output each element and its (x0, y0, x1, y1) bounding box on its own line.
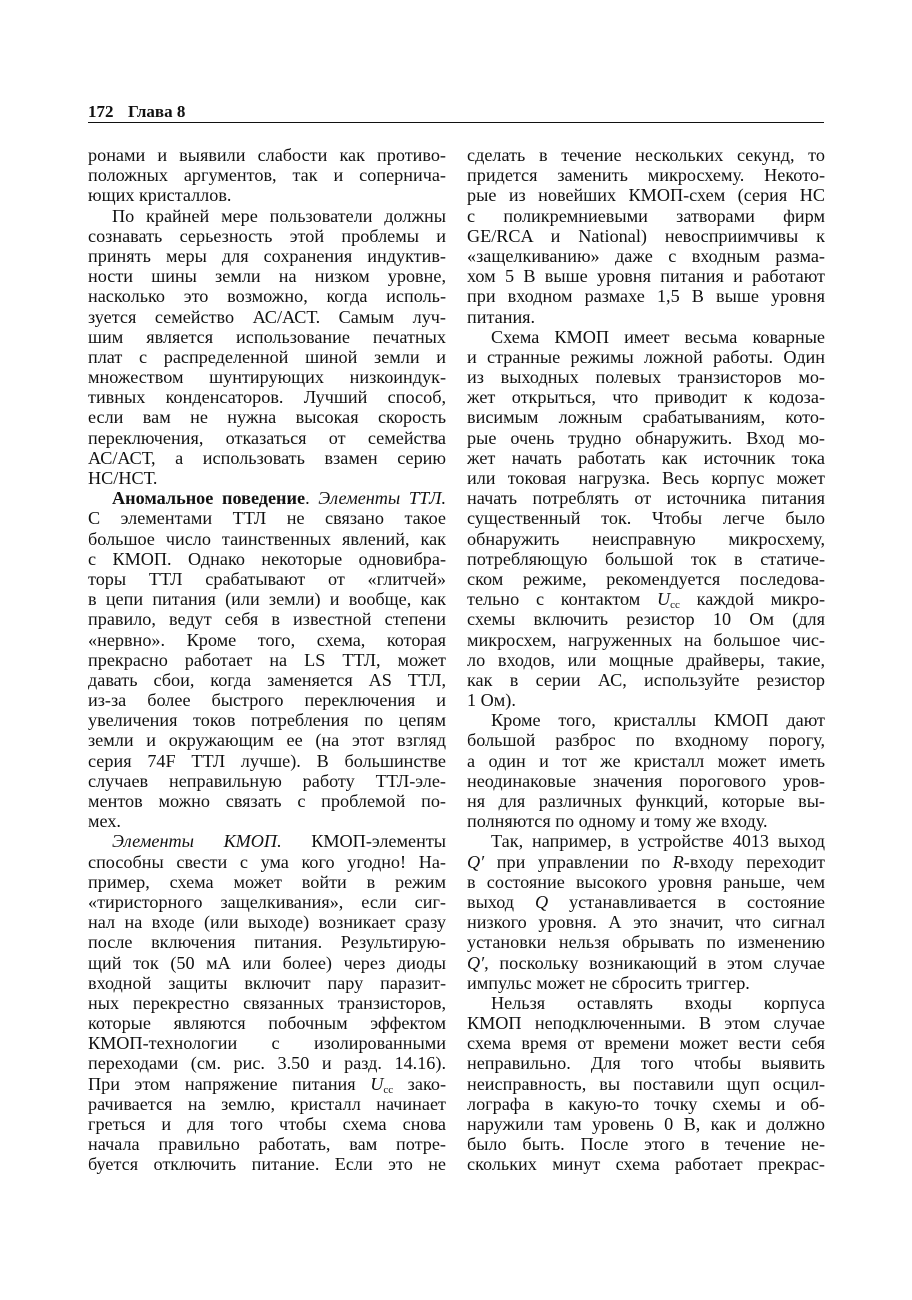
text-line: «защелкиванию» даже с входным разма- (467, 245, 825, 266)
text-run: КМОП-элементы (281, 831, 446, 852)
text-line: после включения питания. Результирую- (88, 932, 446, 953)
text-line: скольких минут схема работает прекрас- (467, 1154, 825, 1175)
text-line (467, 892, 825, 912)
text-line (467, 953, 825, 973)
text-line: питания. (467, 306, 536, 327)
text-line: которые являются побочным эффектом (88, 1013, 446, 1034)
text-line: с КМОП. Однако некоторые одновибра- (88, 548, 446, 569)
text-line: «нервно». Кроме того, схема, которая (88, 629, 446, 650)
paragraph (467, 145, 825, 327)
text-line: и странные режимы ложной работы. Один (467, 346, 825, 367)
text-run: устанавливается в состояние (548, 891, 825, 912)
text-line: большое число таинственных явлений, как (88, 528, 446, 549)
text-line: зуется семейство АС/АСТ. Самым луч- (88, 306, 446, 327)
text-line: схемы включить резистор 10 Ом (для (467, 609, 825, 630)
text-line: 1 Ом). (467, 690, 516, 711)
paragraph (467, 710, 825, 831)
italic-text: Q (534, 891, 549, 912)
text-line: давать сбои, когда заменяется AS ТТЛ, (88, 669, 446, 690)
text-line: земли и окружающим ее (на этот взгляд (88, 730, 446, 751)
text-line: из-за более быстрого переключения и (88, 690, 446, 711)
text-line: увеличения токов потребления по цепям (88, 710, 446, 731)
text-line: КМОП неподключенными. В этом случае (467, 1013, 825, 1034)
text-line: рые очень трудно обнаружить. Вход мо- (467, 427, 825, 448)
italic-text: Элементы ТТЛ. (318, 488, 446, 509)
text-line: в состояние высокого уровня раньше, чем (467, 871, 825, 892)
text-line: а один и тот же кристалл может иметь (467, 750, 825, 771)
text-column-right (467, 145, 825, 1175)
text-line: способны свести с ума кого угодно! На- (88, 851, 446, 872)
text-line: неправильно. Для того чтобы выявить (467, 1053, 825, 1074)
text-line: пример, схема может войти в режим (88, 871, 446, 892)
text-line: ло входов, или мощные драйверы, такие, (467, 649, 825, 670)
text-line: с поликремниевыми затворами фирм (467, 205, 825, 226)
text-line: существенный ток. Чтобы легче было (467, 508, 825, 529)
italic-text: U (370, 1073, 384, 1094)
text-run: . (305, 488, 319, 509)
text-line: наружили там уровень 0 В, как и должно (467, 1114, 825, 1134)
text-line: если вам не нужна высокая скорость (88, 407, 446, 428)
text-line: прекрасно работает на LS ТТЛ, может (88, 649, 446, 670)
text-line: плат с распределенной шиной земли и (88, 346, 446, 367)
text-line: обнаружить неисправную микросхему, (467, 528, 825, 549)
bold-run-in-heading: Аномальное поведение (112, 488, 306, 509)
text-line: По крайней мере пользователи должны (112, 205, 446, 226)
subscript: cc (383, 1083, 394, 1096)
text-line (88, 831, 446, 851)
text-line: начать потреблять от источника питания (467, 488, 825, 509)
text-line: правило, ведут себя в известной степени (88, 609, 446, 630)
text-line: хом 5 В выше уровня питания и работают (467, 266, 825, 287)
chapter-title: Глава 8 (128, 102, 186, 121)
text-run: При этом напряжение питания (88, 1073, 371, 1094)
italic-text: Элементы КМОП. (112, 831, 282, 852)
text-line: рые из новейших КМОП-схем (серия НС (467, 185, 825, 206)
text-line: АС/АСТ, а использовать взамен серию (88, 447, 446, 468)
text-line: Так, например, в устройстве 4013 выход (491, 831, 825, 852)
text-line: С элементами ТТЛ не связано такое (88, 508, 446, 529)
text-line: при входном размахе 1,5 В выше уровня (467, 286, 825, 307)
text-line: ском режиме, рекомендуется последова- (467, 568, 825, 589)
text-run: при управлении по (484, 851, 673, 872)
text-line: тивных конденсаторов. Лучший способ, (88, 387, 446, 408)
text-line: входной защиты включит пару паразит- (88, 972, 446, 993)
text-line: рачивается на землю, кристалл начинает (88, 1093, 446, 1114)
italic-text: Q′ (467, 851, 485, 872)
text-line: Нельзя оставлять входы корпуса (491, 992, 825, 1013)
text-line: Схема КМОП имеет весьма коварные (491, 326, 825, 347)
subscript: cc (670, 599, 680, 612)
text-line (88, 1074, 446, 1094)
italic-text: U (657, 589, 671, 610)
paragraph (467, 831, 825, 993)
paragraph (467, 327, 825, 711)
text-line: ных перекрестно связанных транзисторов, (88, 992, 446, 1013)
text-line (467, 589, 825, 612)
text-line: сделать в течение нескольких секунд, то (467, 145, 825, 165)
text-line: нал на входе (или выходе) возникает сразу (88, 912, 446, 933)
paragraph (88, 831, 446, 1174)
text-line: греться и для того чтобы схема снова (88, 1114, 446, 1134)
text-line: ня для различных функций, которые вы- (467, 791, 825, 811)
text-line: низкого уровня. А это значит, что сигнал (467, 912, 825, 933)
text-line: случаев неправильную работу ТТЛ-эле- (88, 770, 446, 791)
text-line: как в серии АС, используйте резистор (467, 669, 825, 690)
text-line: сознавать серьезность этой проблемы и (88, 225, 446, 246)
text-line: насколько это возможно, когда исполь- (88, 286, 446, 307)
text-line: микросхем, нагруженных на большое чис- (467, 629, 825, 650)
text-line: серия 74F ТТЛ лучше). В большинстве (88, 750, 446, 771)
italic-text: R (672, 851, 684, 872)
paragraph (88, 145, 446, 206)
text-line: КМОП-технологии с изолированными (88, 1033, 446, 1054)
text-line: из выходных полевых транзисторов мо- (467, 367, 825, 388)
text-line: было быть. После этого в течение не- (467, 1134, 825, 1155)
header-rule (88, 122, 824, 123)
text-line: ронами и выявили слабости как противо- (88, 145, 446, 165)
text-line: лографа в какую-то точку схемы и об- (467, 1093, 825, 1114)
text-run: выход (467, 891, 535, 912)
page-number: 172 (88, 102, 114, 121)
running-header (88, 100, 822, 122)
text-run: тельно с контактом (467, 589, 658, 610)
text-line: жет открыться, что приводит к кодоза- (467, 387, 825, 408)
text-line: «тиристорного защелкивания», если сиг- (88, 891, 446, 912)
text-line: импульс может не сбросить триггер. (467, 972, 750, 993)
text-line (88, 488, 446, 508)
text-line: мех. (88, 811, 121, 832)
text-line: висимым ложным срабатываниям, кото- (467, 407, 825, 428)
italic-text: Q′ (467, 952, 485, 973)
paragraph (88, 488, 446, 831)
text-line: полняются по одному и тому же входу. (467, 811, 768, 832)
text-column-left (88, 145, 446, 1175)
text-line: GE/RCA и National) невосприимчивы к (467, 225, 825, 246)
text-line: торы ТТЛ срабатывают от «глитчей» (88, 568, 446, 589)
text-line: схема время от времени может вести себя (467, 1033, 825, 1054)
text-line (467, 852, 825, 872)
text-line: принять меры для сохранения индуктив- (88, 245, 446, 266)
text-line: ющих кристаллов. (88, 185, 232, 206)
text-line: переключения, отказаться от семейства (88, 427, 446, 448)
text-line: начала правильно работать, вам потре- (88, 1134, 446, 1155)
text-line: шим является использование печатных (88, 326, 446, 347)
text-run: , поскольку возникающий в этом случае (484, 952, 825, 973)
text-line: большой разброс по входному порогу, (467, 730, 825, 751)
text-line: переходами (см. рис. 3.50 и разд. 14.16). (88, 1053, 446, 1074)
text-line: НС/НСТ. (88, 468, 158, 488)
text-run: каждой микро- (679, 589, 825, 610)
text-line: или токовая нагрузка. Весь корпус может (467, 468, 825, 488)
text-line: ности шины земли на низком уровне, (88, 266, 446, 287)
text-line: буется отключить питание. Если это не (88, 1154, 446, 1175)
text-line: ментов можно связать с проблемой по- (88, 791, 446, 811)
text-line: в цепи питания (или земли) и вообще, как (88, 589, 446, 610)
text-line: неисправность, вы поставили щуп осцил- (467, 1073, 825, 1094)
text-line: множеством шунтирующих низкоиндук- (88, 367, 446, 388)
text-run: зако- (393, 1073, 447, 1094)
text-line: установки нельзя обрывать по изменению (467, 932, 825, 953)
text-line: неодинаковые значения порогового уров- (467, 770, 825, 791)
text-line: придется заменить микросхему. Некото- (467, 165, 825, 186)
text-line: щий ток (50 мА или более) через диоды (88, 952, 446, 973)
text-line: потребляющую большой ток в статиче- (467, 548, 825, 569)
text-line: положных аргументов, так и сопернича- (88, 165, 446, 186)
text-run: -входу переходит (683, 851, 825, 872)
paragraph (467, 993, 825, 1175)
paragraph (88, 206, 446, 489)
text-line: Кроме того, кристаллы КМОП дают (491, 710, 825, 731)
text-line: жет начать работать как источник тока (467, 447, 825, 468)
